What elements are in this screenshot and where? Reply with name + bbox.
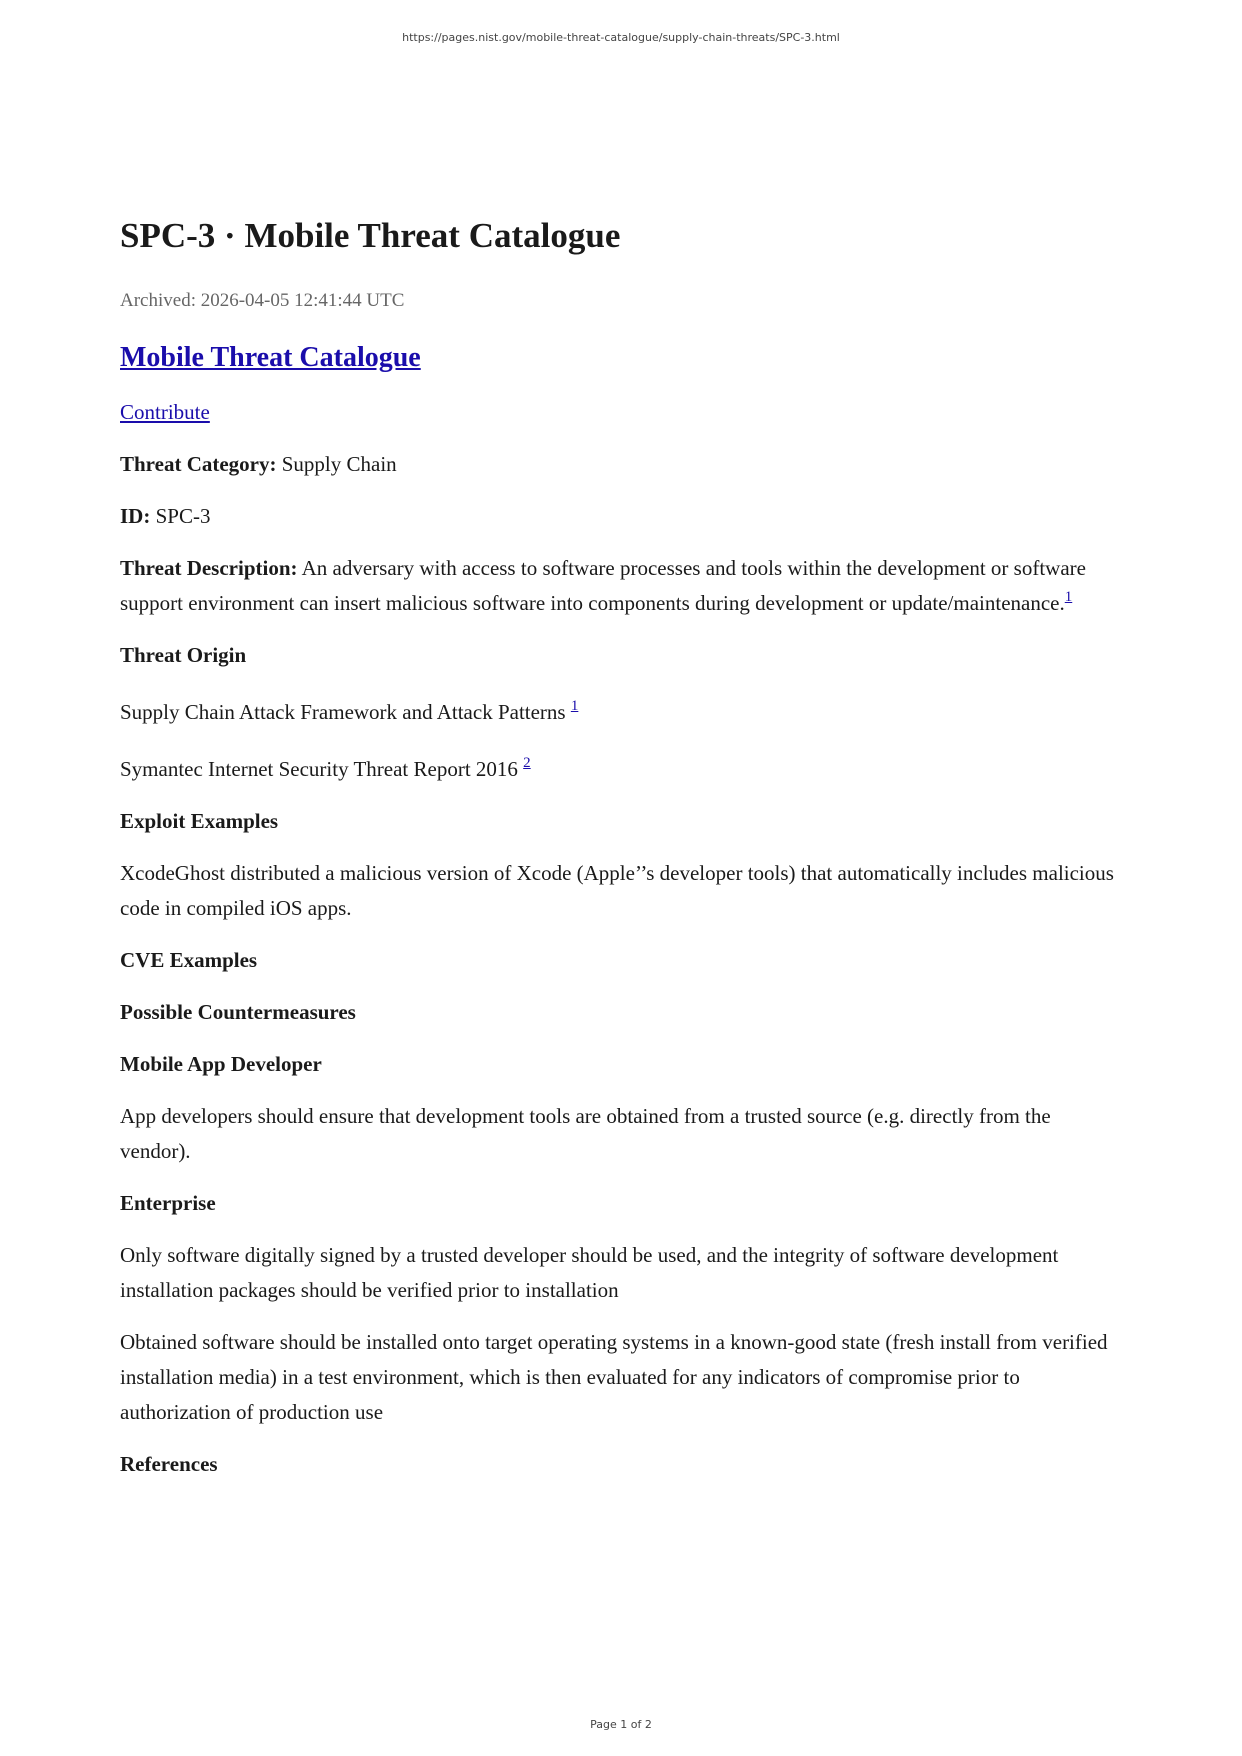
threat-id-value: SPC-3 [150, 504, 211, 528]
references-heading: References [120, 1452, 218, 1476]
origin-item-text: Symantec Internet Security Threat Report 2016 [120, 757, 524, 781]
enterprise-heading: Enterprise [120, 1191, 216, 1215]
threat-category [120, 447, 1120, 482]
origin-item [120, 752, 1120, 787]
threat-category-value: Supply Chain [276, 452, 397, 476]
threat-category-label: Threat Category: [120, 452, 277, 476]
contribute-paragraph [120, 395, 1120, 430]
cve-examples-heading: CVE Examples [120, 948, 258, 972]
origin-item [120, 695, 1120, 730]
footnote-ref [1065, 589, 1073, 605]
threat-id [120, 499, 1120, 534]
page-title: SPC-3 · Mobile Threat Catalogue [120, 216, 621, 255]
mobile-app-developer-text: App developers should ensure that development tools are obtained from a trusted source (e.g. directly from the vendor). [120, 1104, 1051, 1163]
archived-timestamp: Archived: 2026-04-05 12:41:44 UTC [120, 290, 405, 311]
threat-origin-heading: Threat Origin [120, 643, 247, 667]
exploit-examples-text: XcodeGhost distributed a malicious version of Xcode (Apple’’s developer tools) that automatically includes malicious code in compiled iOS apps. [120, 861, 1114, 920]
footnote-link[interactable]: 1 [1064, 589, 1073, 605]
threat-id-label: ID: [120, 504, 151, 528]
enterprise-item: Only software digitally signed by a trusted developer should be used, and the integrity of software development installation packages should be verified prior to installation [120, 1243, 1059, 1302]
site-title-link[interactable]: Mobile Threat Catalogue [120, 342, 421, 373]
countermeasures-heading: Possible Countermeasures [120, 1000, 356, 1024]
origin-item-text: Supply Chain Attack Framework and Attack Patterns [120, 700, 571, 724]
threat-description-label: Threat Description: [120, 556, 298, 580]
footnote-ref [523, 755, 531, 771]
site-title [120, 338, 1120, 378]
main-content [120, 212, 1120, 1482]
footnote-ref [571, 698, 579, 714]
footnote-link[interactable]: 2 [523, 755, 531, 771]
enterprise-item: Obtained software should be installed onto target operating systems in a known-good state (fresh install from verified installation media) in a test environment, which is then evaluated for any indicators of compromise prior to authorization of production use [120, 1330, 1108, 1424]
print-footer-page-number: Page 1 of 2 [590, 1718, 652, 1731]
contribute-link[interactable]: Contribute [120, 400, 210, 424]
threat-description-text: An adversary with access to software processes and tools within the development or software support environment can insert malicious software into components during development or update/maintenance. [120, 556, 1086, 615]
print-header-url: https://pages.nist.gov/mobile-threat-catalogue/supply-chain-threats/SPC-3.html [402, 31, 840, 44]
exploit-examples-heading: Exploit Examples [120, 809, 279, 833]
mobile-app-developer-heading: Mobile App Developer [120, 1052, 322, 1076]
footnote-link[interactable]: 1 [570, 698, 579, 714]
threat-description [120, 551, 1120, 621]
